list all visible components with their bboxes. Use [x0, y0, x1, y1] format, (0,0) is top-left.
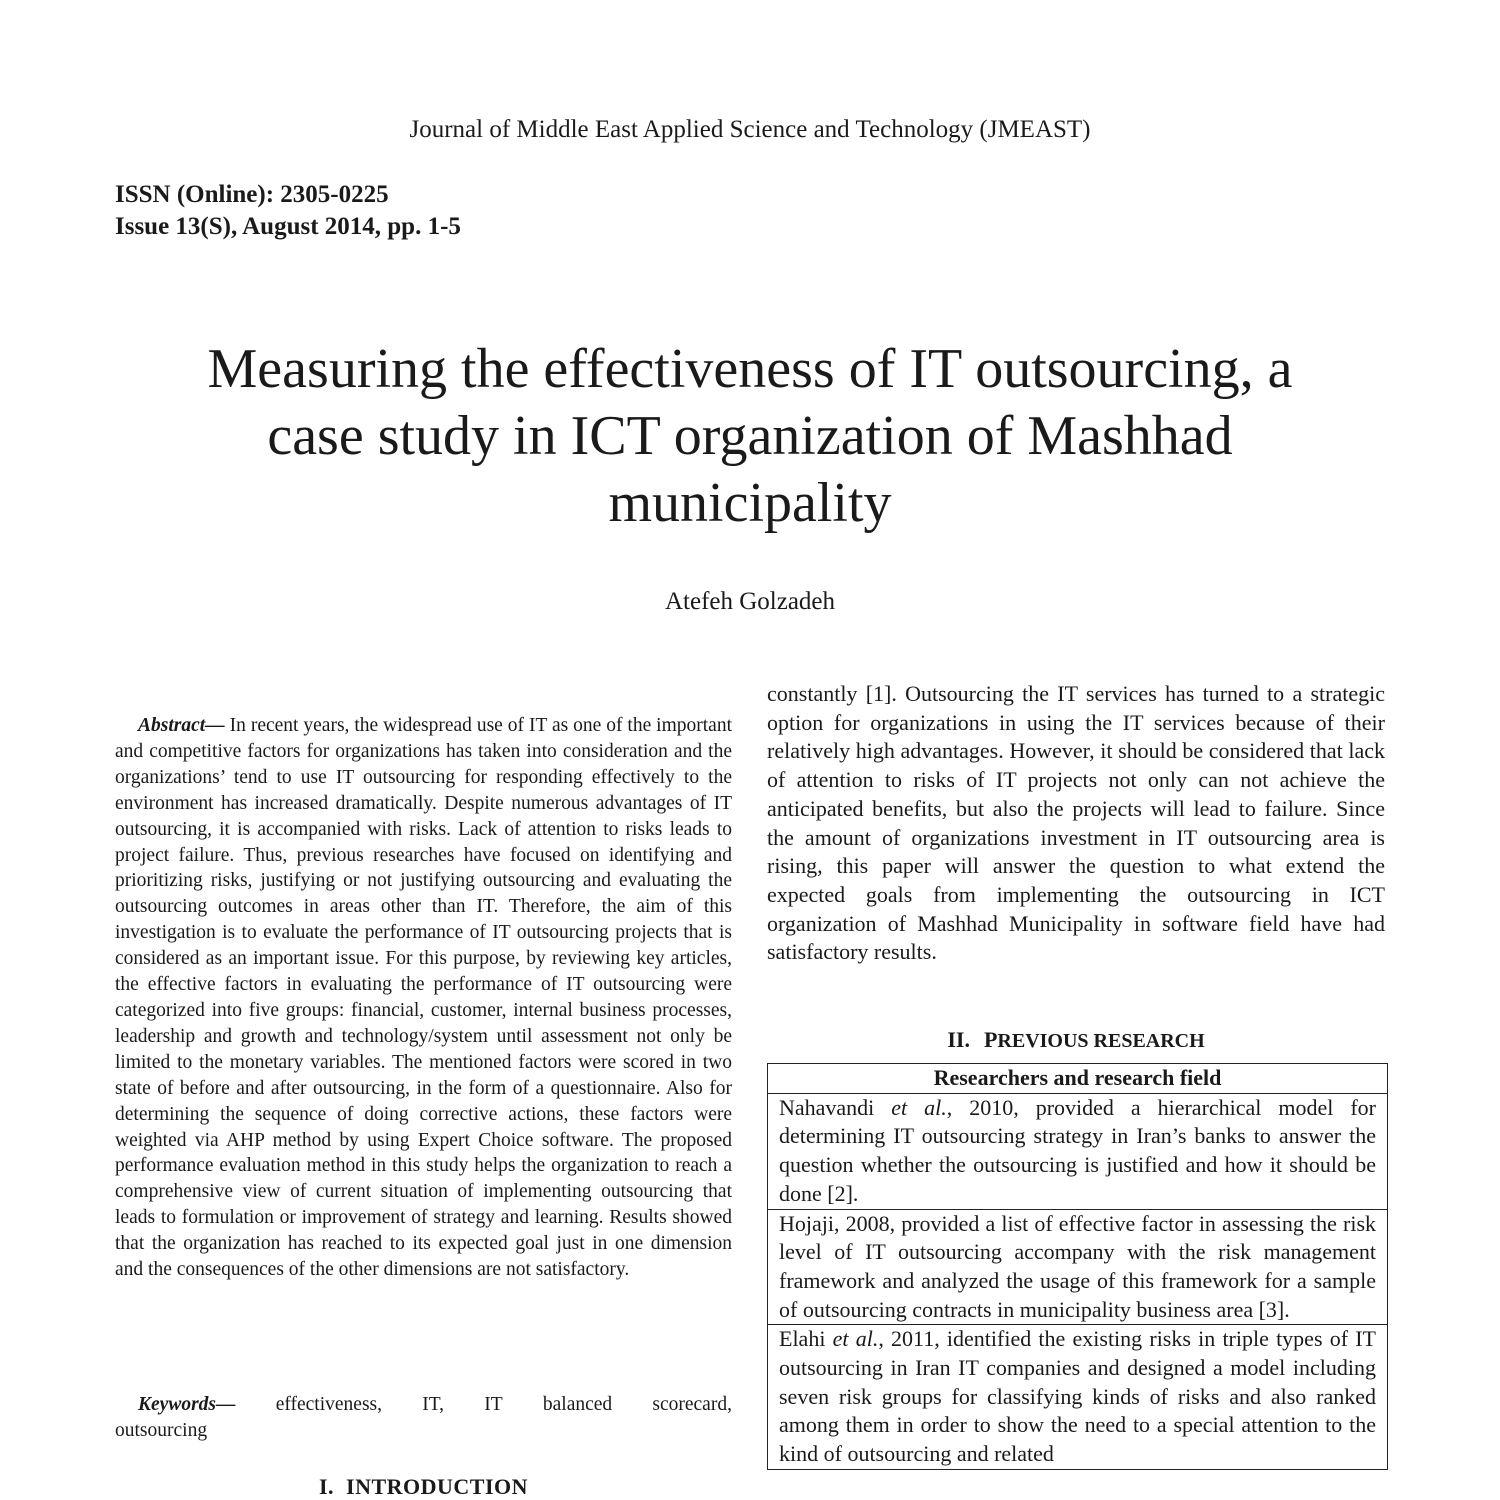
table-header-row: [768, 1064, 1388, 1094]
journal-name: Journal of Middle East Applied Science and Technology (JMEAST): [409, 116, 1091, 143]
introduction-paragraph: constantly [1]. Outsourcing the IT services has turned to a strategic option for organizations in using the IT services because of their relatively high advantages. However, it should be considered that lack of attention to risks of IT projects not only can not achieve the anticipated benefits, but also the projects will lead to failure. Since the amount of organizations investment in IT outsourcing area is rising, this paper will answer the question to what extend the expected goals from implementing the outsourcing in ICT organization of Mashhad Municipality in software field have had satisfactory results.: [767, 681, 1385, 965]
keywords-label: Keywords—: [138, 1394, 236, 1415]
table-row: [768, 1093, 1388, 1209]
keyword: scorecard,: [652, 1394, 732, 1415]
table-row: [768, 1209, 1388, 1325]
section-title: INTRODUCTION: [346, 1474, 529, 1499]
section-heading-introduction: [115, 1474, 732, 1500]
keywords-line: [115, 1392, 732, 1418]
cell-text: , 2011, identified the existing risks in triple types of IT outsourcing in Iran IT companies and designed a model including seven risk groups for classifying kinds of risks and also ranked among them in order to show the need to a special attention to the kind of outsourcing and related: [779, 1326, 1376, 1467]
author-name: Atefeh Golzadeh: [664, 588, 836, 615]
section-number: I.: [318, 1474, 335, 1499]
keyword: IT: [484, 1394, 503, 1415]
table-cell: [768, 1209, 1388, 1325]
keyword: effectiveness,: [275, 1394, 383, 1415]
keyword: outsourcing: [115, 1420, 208, 1441]
table-cell: [768, 1093, 1388, 1209]
section-heading-previous-research: [767, 1027, 1385, 1053]
research-table: [767, 1063, 1388, 1470]
table-cell: [768, 1325, 1388, 1470]
keywords: [115, 1392, 732, 1444]
table-row: [768, 1325, 1388, 1470]
cell-text: , 2010, provided a hierarchical model for determining IT outsourcing strategy in Iran’s banks to answer the question whether the outsourcing is justified and how it should be done [2].: [779, 1094, 1377, 1206]
section-number: II.: [947, 1027, 970, 1052]
keyword: IT,: [422, 1394, 445, 1415]
cell-text: Hojaji, 2008, provided a list of effective factor in assessing the risk level of IT outsourcing accompany with the risk management framework and analyzed the usage of this framework for a sample of outsourcing contracts in municipality business area [3].: [779, 1210, 1376, 1322]
cell-author: Nahavandi: [779, 1094, 875, 1120]
section-title-initial: P: [983, 1027, 998, 1052]
keyword: balanced: [542, 1394, 613, 1415]
issn-block: [115, 179, 461, 243]
cell-etal: et al.: [832, 1326, 879, 1352]
abstract: [115, 713, 732, 1283]
cell-etal: et al.: [891, 1094, 947, 1120]
issue-line: Issue 13(S), August 2014, pp. 1-5: [115, 213, 461, 240]
issn-line: ISSN (Online): 2305-0225: [115, 181, 389, 208]
abstract-label: Abstract—: [138, 715, 225, 736]
abstract-text: In recent years, the widespread use of IT as one of the important and competitive factors for organizations has taken into consideration and the organizations’ tend to use IT outsourcing for responding effectively to the environment has increased dramatically. Despite numerous advantages of IT outsourcing, it is accompanied with risks. Lack of attention to risks leads to project failure. Thus, previous researches have focused on identifying and prioritizing risks, justifying or not justifying outsourcing and evaluating the outsourcing outcomes in areas other than IT. Therefore, the aim of this investigation is to evaluate the performance of IT outsourcing projects that is considered as an important issue. For this purpose, by reviewing key articles, the effective factors in evaluating the performance of IT outsourcing were categorized into five groups: financial, customer, internal business processes, leadership and growth and technology/system until assessment not only be limited to the monetary variables. The mentioned factors were scored in two state of before and after outsourcing, in the form of a questionnaire. Also for determining the sequence of doing corrective actions, these factors were weighted via AHP method by using Expert Choice software. The proposed performance evaluation method in this study helps the organization to reach a comprehensive view of current situation of implementing outsourcing that leads to formulation or improvement of strategy and learning. Results showed that the organization has reached to its expected goal just in one dimension and the consequences of the other dimensions are not satisfactory.: [115, 715, 733, 1281]
title-line-1: Measuring the effectiveness of IT outsourcing, a: [207, 338, 1293, 400]
cell-author: Elahi: [779, 1326, 826, 1352]
paper-title: [150, 336, 1350, 537]
title-line-3: municipality: [608, 472, 892, 534]
table-header-cell: Researchers and research field: [768, 1064, 1388, 1094]
section-title-rest: REVIOUS RESEARCH: [997, 1030, 1205, 1052]
title-line-2: case study in ICT organization of Mashhad: [267, 405, 1233, 467]
